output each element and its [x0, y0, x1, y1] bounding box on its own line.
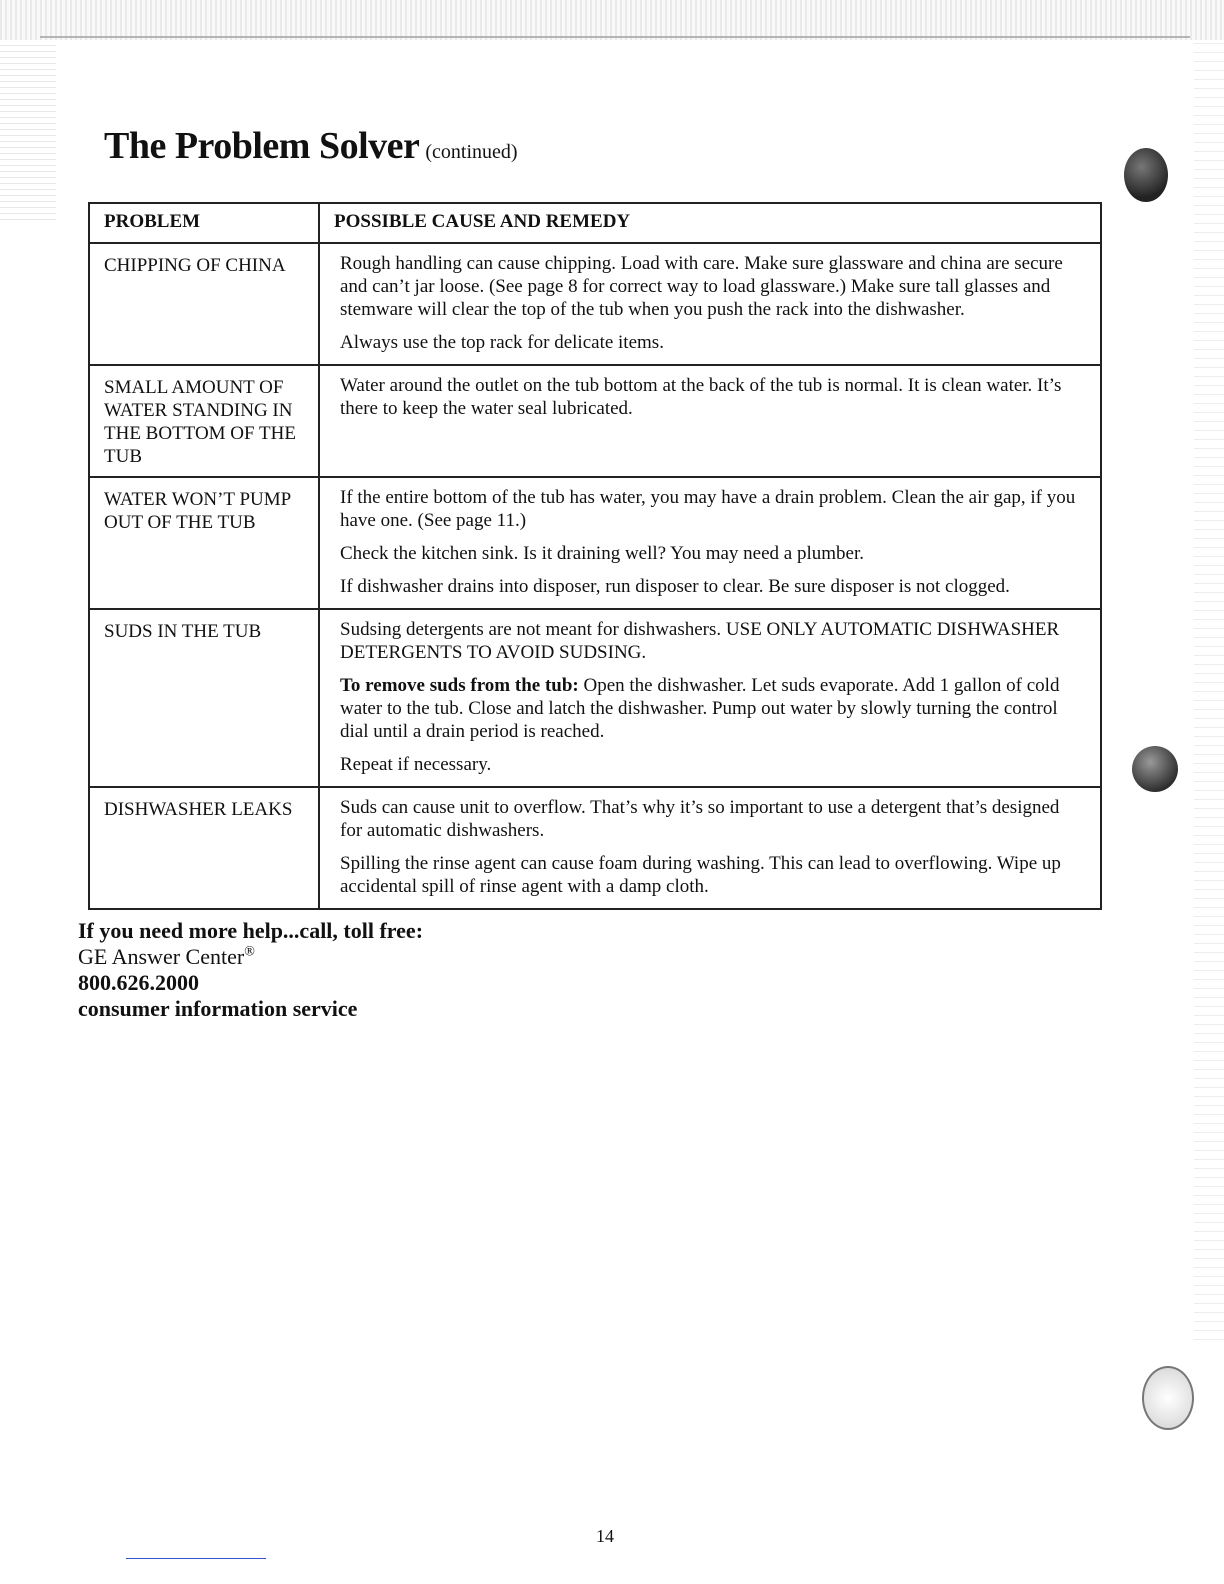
scan-edge-right — [1194, 40, 1224, 1340]
remedy-cell — [319, 243, 1101, 365]
problem-cell: SUDS IN THE TUB — [89, 609, 319, 787]
remedy-paragraph: If dishwasher drains into disposer, run disposer to clear. Be sure disposer is not clogged. — [340, 576, 1010, 597]
scan-edge-top — [0, 0, 1224, 40]
remedy-text: Open the dishwasher. Let suds evaporate. Add 1 gallon of cold water to the tub. Close and latch the dishwasher. Pump out water by slowly turning the control dial until a drain period is reached. — [340, 675, 1060, 742]
help-contact-block — [78, 918, 423, 1022]
page-number: 14 — [596, 1526, 614, 1546]
binder-hole-icon — [1132, 746, 1178, 792]
problem-cell: SMALL AMOUNT OF WATER STANDING IN THE BOTTOM OF THE TUB — [89, 365, 319, 477]
remedy-paragraph: Check the kitchen sink. Is it draining well? You may need a plumber. — [340, 543, 864, 564]
help-heading: If you need more help...call, toll free: — [78, 918, 424, 943]
footer-rule — [126, 1558, 266, 1559]
problem-cell: DISHWASHER LEAKS — [89, 787, 319, 909]
remedy-lead-text: To remove suds from the tub: — [340, 675, 579, 696]
binder-hole-icon — [1142, 1366, 1194, 1430]
remedy-paragraph: Sudsing detergents are not meant for dishwashers. USE ONLY AUTOMATIC DISHWASHER DETERGENTS TO AVOID SUDSING. — [340, 619, 1060, 663]
binder-hole-icon — [1124, 148, 1168, 202]
remedy-paragraph — [340, 674, 1086, 743]
remedy-paragraph: Water around the outlet on the tub bottom at the back of the tub is normal. It is clean water. It’s there to keep the water seal lubricated. — [340, 375, 1062, 419]
table-header-row — [89, 203, 1101, 243]
remedy-paragraph: Repeat if necessary. — [340, 754, 492, 775]
remedy-paragraph: Always use the top rack for delicate items. — [340, 332, 664, 353]
remedy-cell — [319, 609, 1101, 787]
problem-solver-table — [88, 202, 1102, 910]
scan-edge-line — [40, 36, 1190, 38]
help-phone-number: 800.626.2000 — [78, 970, 199, 995]
remedy-paragraph: If the entire bottom of the tub has water, you may have a drain problem. Clean the air gap, if you have one. (See page 11.) — [340, 487, 1076, 531]
remedy-column-header: POSSIBLE CAUSE AND REMEDY — [319, 203, 1101, 243]
page-title-main: The Problem Solver — [104, 125, 420, 167]
answer-center-line — [78, 944, 423, 970]
remedy-cell — [319, 365, 1101, 477]
remedy-paragraph: Spilling the rinse agent can cause foam during washing. This can lead to overflowing. Wipe up accidental spill of rinse agent with a damp cloth. — [340, 853, 1061, 897]
remedy-paragraph: Rough handling can cause chipping. Load with care. Make sure glassware and china are secure and can’t jar loose. (See page 8 for correct way to load glassware.) Make sure tall glasses and stemware will clear the top of the tub when you push the rack into the dishwasher. — [340, 253, 1063, 320]
problem-cell: CHIPPING OF CHINA — [89, 243, 319, 365]
remedy-cell — [319, 787, 1101, 909]
problem-cell: WATER WON’T PUMP OUT OF THE TUB — [89, 477, 319, 609]
table-row — [89, 609, 1101, 787]
page-title — [104, 124, 518, 168]
answer-center-name: GE Answer Center — [78, 944, 245, 969]
page-title-sub: (continued) — [425, 141, 518, 163]
scan-edge-left — [0, 40, 56, 220]
table-row — [89, 477, 1101, 609]
remedy-paragraph: Suds can cause unit to overflow. That’s why it’s so important to use a detergent that’s designed for automatic dishwashers. — [340, 797, 1060, 841]
help-service-line: consumer information service — [78, 996, 358, 1021]
table-row — [89, 365, 1101, 477]
remedy-cell — [319, 477, 1101, 609]
problem-column-header: PROBLEM — [89, 203, 319, 243]
registered-mark: ® — [244, 944, 255, 960]
table-row — [89, 243, 1101, 365]
table-row — [89, 787, 1101, 909]
